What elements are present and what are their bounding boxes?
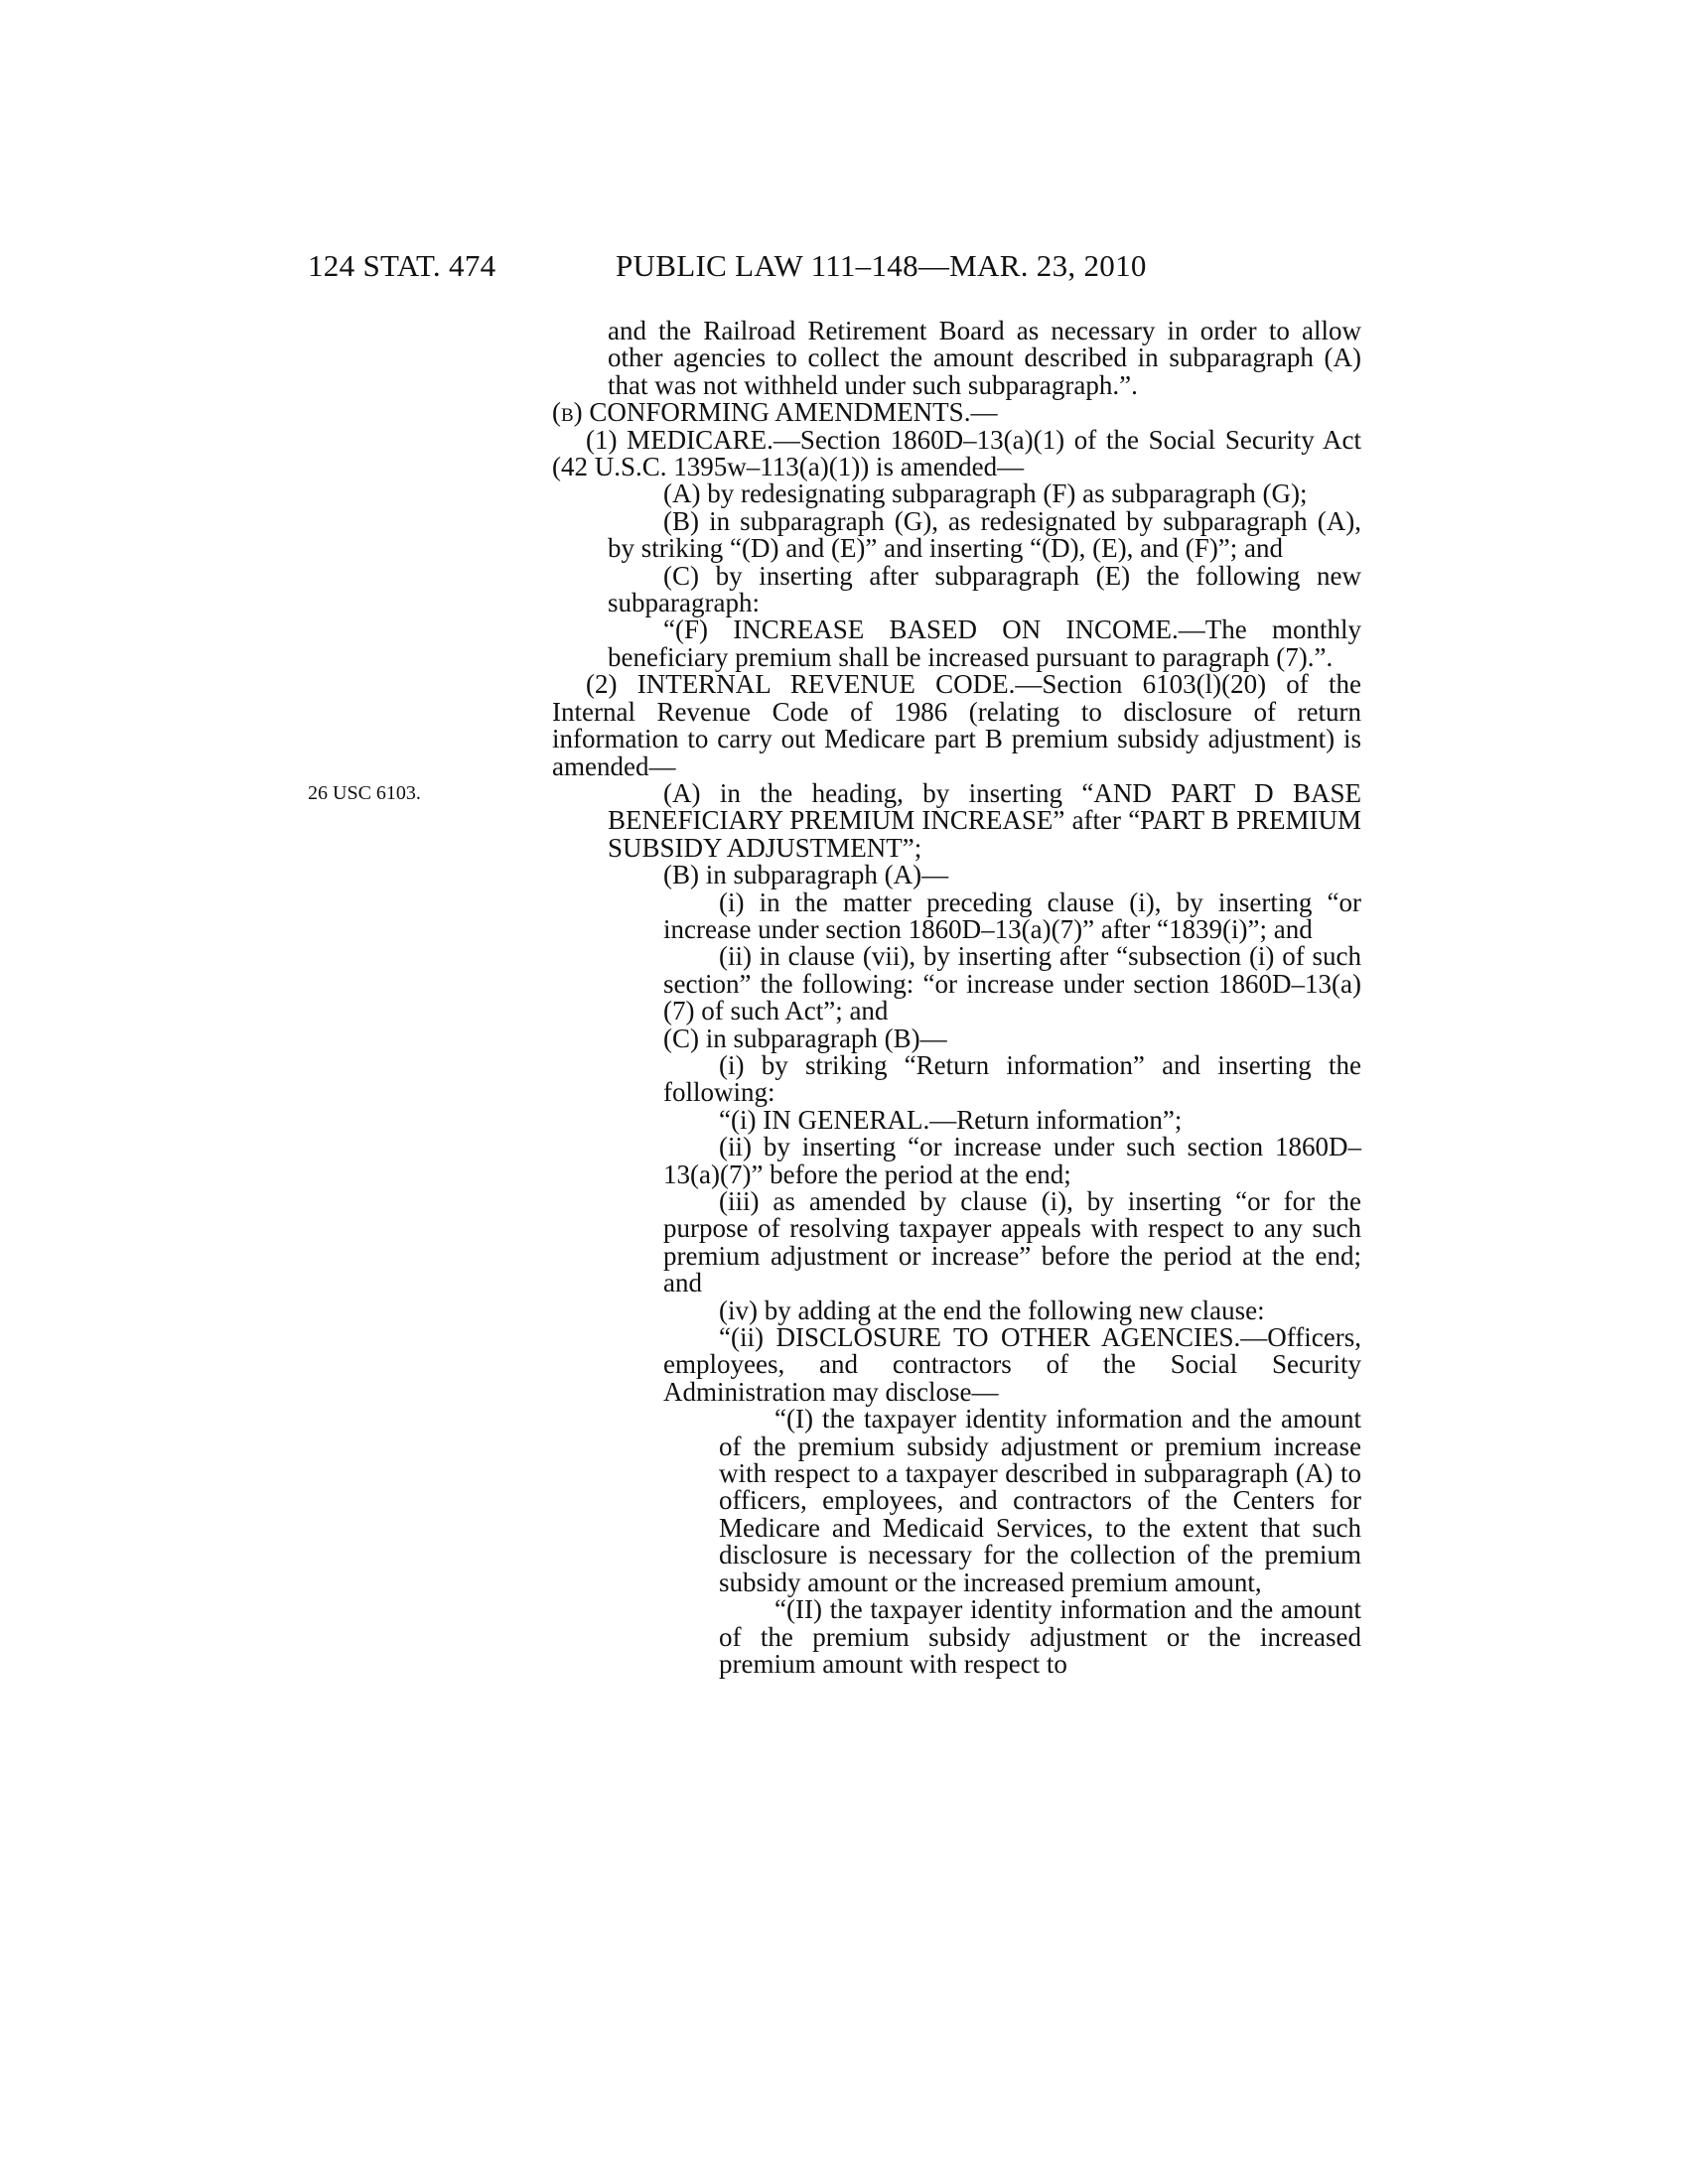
paragraph: “(F) INCREASE BASED ON INCOME.—The monthly beneficiary premium shall be increased pursuant to paragraph (7).”. — [608, 614, 1361, 672]
paragraph: (ii) by inserting “or increase under such section 1860D–13(a)(7)” before the period at the end; — [663, 1132, 1361, 1189]
paragraph: (A) in the heading, by inserting “AND PART D BASE BENEFICIARY PREMIUM INCREASE” after “PART B PREMIUM SUBSIDY ADJUSTMENT”; — [608, 777, 1361, 863]
paragraph: (C) by inserting after subparagraph (E) the following new subparagraph: — [608, 560, 1361, 618]
paragraph: (i) in the matter preceding clause (i), by inserting “or increase under section 1860D–13(a)(7)” after “1839(i)”; and — [663, 887, 1361, 944]
paragraph: “(II) the taxpayer identity information and the amount of the premium subsidy adjustment or the increased premium amount with respect to — [719, 1594, 1361, 1679]
running-head: PUBLIC LAW 111–148—MAR. 23, 2010 — [616, 248, 1147, 283]
paragraph: (1) MEDICARE.—Section 1860D–13(a)(1) of the Social Security Act (42 U.S.C. 1395w–113(a)(1)) is amended— — [552, 424, 1361, 482]
paragraph: (A) by redesignating subparagraph (F) as subparagraph (G); — [663, 478, 1308, 509]
paragraph: “(I) the taxpayer identity information and the amount of the premium subsidy adjustment or premium increase with respect to a taxpayer described in subparagraph (A) to officers, employees, and contractors of the Centers for Medicare and Medicaid Services, to the extent that such disclosure is necessary for the collection of the premium subsidy amount or the increased premium amount, — [719, 1404, 1361, 1597]
margin-note: 26 USC 6103. — [308, 782, 421, 804]
paragraph: (ii) in clause (vii), by inserting after “subsection (i) of such section” the following: “or increase under section 1860D–13(a)(7) of such Act”; and — [663, 941, 1361, 1026]
section-heading: (b) CONFORMING AMENDMENTS.— — [552, 397, 998, 428]
paragraph: (B) in subparagraph (G), as redesignated by subparagraph (A), by striking “(D) and (E)” and inserting “(D), (E), and (F)”; and — [608, 505, 1361, 564]
paragraph: (C) in subparagraph (B)— — [663, 1023, 947, 1053]
paragraph: and the Railroad Retirement Board as necessary in order to allow other agencies to collect the amount described in subparagraph (A) that was not withheld under such subparagraph.”. — [608, 316, 1361, 400]
paragraph: (i) by striking “Return information” and inserting the following: — [663, 1049, 1361, 1108]
document-body — [552, 318, 1361, 1678]
paragraph: (2) INTERNAL REVENUE CODE.—Section 6103(l)(20) of the Internal Revenue Code of 1986 (relating to disclosure of return information to carry out Medicare part B premium subsidy adjustment) is amended— — [552, 669, 1361, 781]
paragraph: (iv) by adding at the end the following new clause: — [719, 1295, 1265, 1325]
page-citation: 124 STAT. 474 — [308, 248, 496, 283]
paragraph: (iii) as amended by clause (i), by inserting “or for the purpose of resolving taxpayer appeals with respect to any such premium adjustment or increase” before the period at the end; and — [663, 1186, 1361, 1298]
paragraph: “(i) IN GENERAL.—Return information”; — [719, 1104, 1183, 1135]
paragraph: (B) in subparagraph (A)— — [663, 860, 949, 890]
paragraph: “(ii) DISCLOSURE TO OTHER AGENCIES.—Officers, employees, and contractors of the Social Security Administration may disclose— — [663, 1322, 1361, 1407]
